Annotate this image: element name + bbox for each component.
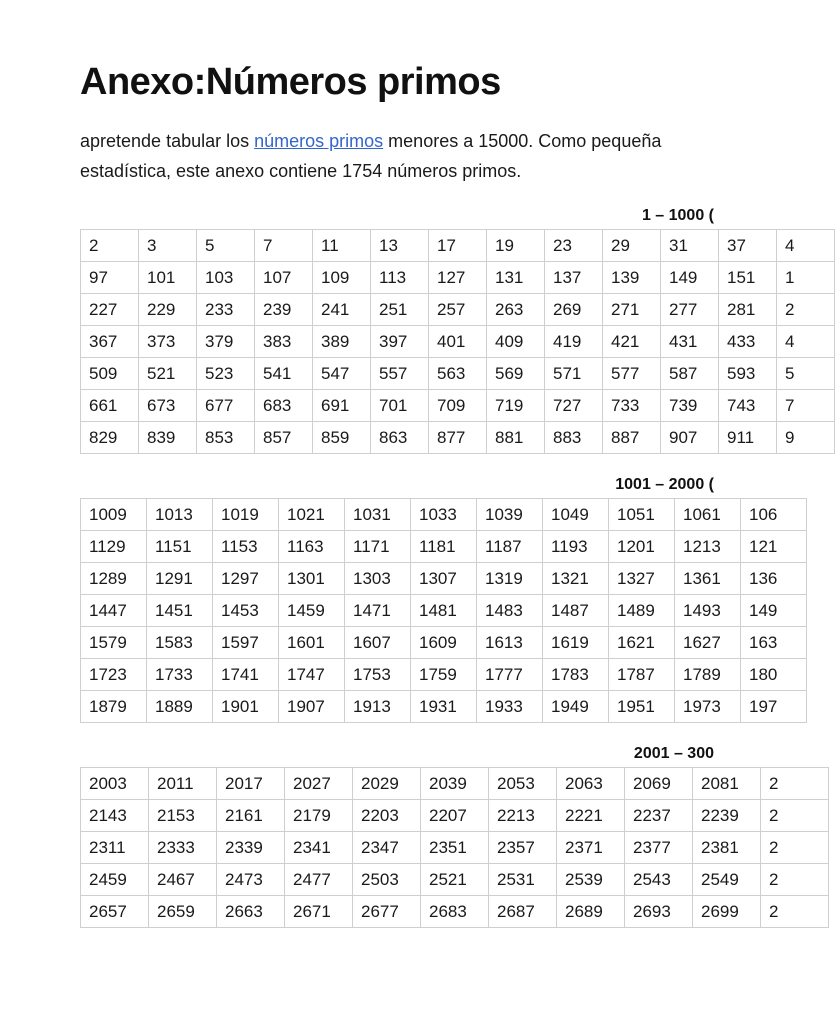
prime-cell: 881	[487, 422, 545, 454]
prime-cell: 739	[661, 390, 719, 422]
prime-cell: 1901	[213, 691, 279, 723]
prime-cell: 2221	[557, 800, 625, 832]
prime-cell: 1319	[477, 563, 543, 595]
prime-cell: 1753	[345, 659, 411, 691]
prime-cell: 257	[429, 294, 487, 326]
prime-cell: 1783	[543, 659, 609, 691]
prime-cell: 2503	[353, 864, 421, 896]
prime-cell: 1151	[147, 531, 213, 563]
table-row	[81, 390, 835, 422]
prime-cell: 2347	[353, 832, 421, 864]
primes-table	[80, 229, 835, 454]
prime-cell: 389	[313, 326, 371, 358]
prime-cell: 277	[661, 294, 719, 326]
prime-cell: 2531	[489, 864, 557, 896]
prime-cell: 4	[777, 230, 835, 262]
table-row	[81, 326, 835, 358]
prime-cell: 2179	[285, 800, 353, 832]
table-row	[81, 358, 835, 390]
prime-cell: 1933	[477, 691, 543, 723]
prime-cell: 1459	[279, 595, 345, 627]
prime-cell: 229	[139, 294, 197, 326]
table-row	[81, 896, 829, 928]
table-row	[81, 230, 835, 262]
prime-cell: 2693	[625, 896, 693, 928]
table-row	[81, 659, 807, 691]
prime-cell: 1471	[345, 595, 411, 627]
prime-cell: 1307	[411, 563, 477, 595]
prime-cell: 877	[429, 422, 487, 454]
prime-cell: 197	[741, 691, 807, 723]
prime-cell: 2	[761, 768, 829, 800]
table-row	[81, 294, 835, 326]
prime-cell: 1051	[609, 499, 675, 531]
prime-cell: 587	[661, 358, 719, 390]
prime-cell: 431	[661, 326, 719, 358]
prime-cell: 1061	[675, 499, 741, 531]
prime-cell: 1579	[81, 627, 147, 659]
prime-cell: 2333	[149, 832, 217, 864]
prime-cell: 263	[487, 294, 545, 326]
prime-cell: 2683	[421, 896, 489, 928]
prime-cell: 2	[81, 230, 139, 262]
prime-cell: 2699	[693, 896, 761, 928]
prime-cell: 541	[255, 358, 313, 390]
prime-cell: 2	[761, 800, 829, 832]
prime-cell: 251	[371, 294, 429, 326]
prime-cell: 97	[81, 262, 139, 294]
prime-cell: 2	[777, 294, 835, 326]
prime-cell: 2069	[625, 768, 693, 800]
prime-cell: 2	[761, 832, 829, 864]
prime-cell: 2351	[421, 832, 489, 864]
prime-cell: 3	[139, 230, 197, 262]
prime-cell: 2053	[489, 768, 557, 800]
table-row	[81, 499, 807, 531]
prime-cell: 31	[661, 230, 719, 262]
prime-cell: 383	[255, 326, 313, 358]
prime-cell: 2543	[625, 864, 693, 896]
prime-cell: 2671	[285, 896, 353, 928]
prime-cell: 113	[371, 262, 429, 294]
table-row	[81, 864, 829, 896]
prime-cell: 7	[777, 390, 835, 422]
prime-cell: 109	[313, 262, 371, 294]
prime-cell: 1213	[675, 531, 741, 563]
table-row	[81, 627, 807, 659]
prime-cell: 829	[81, 422, 139, 454]
prime-cell: 1453	[213, 595, 279, 627]
prime-cell: 593	[719, 358, 777, 390]
prime-cell: 2081	[693, 768, 761, 800]
prime-cell: 2339	[217, 832, 285, 864]
prime-cell: 743	[719, 390, 777, 422]
prime-cell: 2063	[557, 768, 625, 800]
section-1-1000	[80, 203, 795, 454]
prime-cell: 1741	[213, 659, 279, 691]
table-row	[81, 768, 829, 800]
prime-cell: 2357	[489, 832, 557, 864]
prime-cell: 1171	[345, 531, 411, 563]
prime-cell: 136	[741, 563, 807, 595]
prime-cell: 2239	[693, 800, 761, 832]
prime-cell: 1451	[147, 595, 213, 627]
prime-cell: 2003	[81, 768, 149, 800]
prime-cell: 5	[197, 230, 255, 262]
prime-cell: 2011	[149, 768, 217, 800]
prime-cell: 1049	[543, 499, 609, 531]
prime-cell: 1621	[609, 627, 675, 659]
prime-cell: 103	[197, 262, 255, 294]
prime-cell: 569	[487, 358, 545, 390]
prime-cell: 563	[429, 358, 487, 390]
prime-cell: 2377	[625, 832, 693, 864]
prime-cell: 2	[761, 864, 829, 896]
prime-cell: 5	[777, 358, 835, 390]
prime-cell: 149	[741, 595, 807, 627]
prime-cell: 2341	[285, 832, 353, 864]
prime-cell: 17	[429, 230, 487, 262]
prime-cell: 1297	[213, 563, 279, 595]
prime-cell: 2203	[353, 800, 421, 832]
prime-cell: 1	[777, 262, 835, 294]
prime-cell: 1583	[147, 627, 213, 659]
section-2001-3000	[80, 741, 779, 928]
prime-cell: 1759	[411, 659, 477, 691]
prime-cell: 29	[603, 230, 661, 262]
prime-cell: 9	[777, 422, 835, 454]
prime-cell: 131	[487, 262, 545, 294]
prime-cell: 13	[371, 230, 429, 262]
prime-cell: 1019	[213, 499, 279, 531]
prime-cell: 523	[197, 358, 255, 390]
primes-link[interactable]: números primos	[254, 131, 384, 151]
table-row	[81, 595, 807, 627]
intro-text-start: apretende tabular los	[80, 131, 255, 151]
prime-cell: 2207	[421, 800, 489, 832]
prime-cell: 107	[255, 262, 313, 294]
prime-cell: 557	[371, 358, 429, 390]
prime-cell: 1931	[411, 691, 477, 723]
prime-cell: 1031	[345, 499, 411, 531]
prime-cell: 367	[81, 326, 139, 358]
prime-cell: 433	[719, 326, 777, 358]
prime-cell: 2677	[353, 896, 421, 928]
prime-cell: 1483	[477, 595, 543, 627]
prime-cell: 4	[777, 326, 835, 358]
prime-cell: 2143	[81, 800, 149, 832]
table-row	[81, 531, 807, 563]
prime-cell: 673	[139, 390, 197, 422]
prime-cell: 269	[545, 294, 603, 326]
section-1001-2000	[80, 472, 778, 723]
prime-cell: 1361	[675, 563, 741, 595]
prime-cell: 241	[313, 294, 371, 326]
prime-cell: 683	[255, 390, 313, 422]
prime-cell: 2	[761, 896, 829, 928]
prime-cell: 863	[371, 422, 429, 454]
prime-cell: 23	[545, 230, 603, 262]
prime-cell: 857	[255, 422, 313, 454]
prime-cell: 1193	[543, 531, 609, 563]
prime-cell: 1301	[279, 563, 345, 595]
prime-cell: 1487	[543, 595, 609, 627]
prime-cell: 139	[603, 262, 661, 294]
primes-table	[80, 767, 829, 928]
table-row	[81, 422, 835, 454]
prime-cell: 2371	[557, 832, 625, 864]
table-row	[81, 563, 807, 595]
prime-cell: 1291	[147, 563, 213, 595]
prime-cell: 1733	[147, 659, 213, 691]
prime-cell: 1327	[609, 563, 675, 595]
prime-cell: 1889	[147, 691, 213, 723]
prime-cell: 7	[255, 230, 313, 262]
prime-cell: 421	[603, 326, 661, 358]
prime-cell: 1913	[345, 691, 411, 723]
prime-cell: 661	[81, 390, 139, 422]
prime-cell: 1447	[81, 595, 147, 627]
prime-cell: 1489	[609, 595, 675, 627]
prime-cell: 373	[139, 326, 197, 358]
prime-cell: 1777	[477, 659, 543, 691]
prime-cell: 2213	[489, 800, 557, 832]
table-row	[81, 832, 829, 864]
prime-cell: 2153	[149, 800, 217, 832]
prime-cell: 151	[719, 262, 777, 294]
prime-cell: 2657	[81, 896, 149, 928]
prime-cell: 2521	[421, 864, 489, 896]
prime-cell: 101	[139, 262, 197, 294]
prime-cell: 887	[603, 422, 661, 454]
prime-cell: 19	[487, 230, 545, 262]
prime-cell: 547	[313, 358, 371, 390]
prime-cell: 2311	[81, 832, 149, 864]
prime-cell: 163	[741, 627, 807, 659]
prime-cell: 727	[545, 390, 603, 422]
prime-cell: 1879	[81, 691, 147, 723]
prime-cell: 907	[661, 422, 719, 454]
table-row	[81, 800, 829, 832]
prime-cell: 1481	[411, 595, 477, 627]
prime-cell: 1153	[213, 531, 279, 563]
prime-cell: 409	[487, 326, 545, 358]
prime-cell: 1321	[543, 563, 609, 595]
prime-cell: 2539	[557, 864, 625, 896]
prime-cell: 106	[741, 499, 807, 531]
prime-cell: 1289	[81, 563, 147, 595]
prime-cell: 121	[741, 531, 807, 563]
prime-cell: 677	[197, 390, 255, 422]
prime-cell: 2659	[149, 896, 217, 928]
prime-cell: 577	[603, 358, 661, 390]
prime-cell: 397	[371, 326, 429, 358]
prime-cell: 2473	[217, 864, 285, 896]
prime-cell: 2161	[217, 800, 285, 832]
prime-cell: 1039	[477, 499, 543, 531]
prime-cell: 11	[313, 230, 371, 262]
prime-cell: 1597	[213, 627, 279, 659]
prime-cell: 1303	[345, 563, 411, 595]
table-row	[81, 691, 807, 723]
prime-cell: 2549	[693, 864, 761, 896]
prime-cell: 2689	[557, 896, 625, 928]
prime-cell: 2017	[217, 768, 285, 800]
prime-cell: 911	[719, 422, 777, 454]
intro-text-end: menores a 15000. Como pequeña estadística, este anexo contiene 1754 números primos.	[80, 131, 662, 181]
prime-cell: 2663	[217, 896, 285, 928]
prime-cell: 127	[429, 262, 487, 294]
prime-cell: 509	[81, 358, 139, 390]
prime-cell: 709	[429, 390, 487, 422]
prime-cell: 1013	[147, 499, 213, 531]
prime-cell: 419	[545, 326, 603, 358]
prime-cell: 1613	[477, 627, 543, 659]
table-row	[81, 262, 835, 294]
prime-cell: 2029	[353, 768, 421, 800]
prime-cell: 2027	[285, 768, 353, 800]
prime-cell: 853	[197, 422, 255, 454]
prime-cell: 180	[741, 659, 807, 691]
prime-cell: 281	[719, 294, 777, 326]
page-title: Anexo:Números primos	[80, 61, 501, 103]
prime-cell: 2687	[489, 896, 557, 928]
prime-cell: 2459	[81, 864, 149, 896]
section-title: 1 – 1000 (	[641, 207, 714, 224]
prime-cell: 1163	[279, 531, 345, 563]
prime-cell: 1201	[609, 531, 675, 563]
prime-cell: 1129	[81, 531, 147, 563]
prime-cell: 137	[545, 262, 603, 294]
prime-cell: 149	[661, 262, 719, 294]
prime-cell: 1033	[411, 499, 477, 531]
prime-cell: 839	[139, 422, 197, 454]
intro-paragraph	[80, 126, 690, 186]
prime-cell: 1607	[345, 627, 411, 659]
prime-cell: 271	[603, 294, 661, 326]
prime-cell: 2467	[149, 864, 217, 896]
section-title: 1001 – 2000 (	[615, 476, 714, 493]
prime-cell: 1009	[81, 499, 147, 531]
prime-cell: 1787	[609, 659, 675, 691]
section-title: 2001 – 300	[633, 745, 714, 762]
prime-cell: 1951	[609, 691, 675, 723]
prime-cell: 2477	[285, 864, 353, 896]
prime-cell: 1493	[675, 595, 741, 627]
prime-cell: 1789	[675, 659, 741, 691]
prime-cell: 883	[545, 422, 603, 454]
prime-cell: 233	[197, 294, 255, 326]
prime-cell: 1187	[477, 531, 543, 563]
prime-cell: 521	[139, 358, 197, 390]
prime-cell: 1619	[543, 627, 609, 659]
prime-cell: 227	[81, 294, 139, 326]
prime-cell: 1973	[675, 691, 741, 723]
prime-cell: 1907	[279, 691, 345, 723]
prime-cell: 719	[487, 390, 545, 422]
primes-table	[80, 498, 807, 723]
prime-cell: 1601	[279, 627, 345, 659]
prime-cell: 1949	[543, 691, 609, 723]
prime-cell: 1723	[81, 659, 147, 691]
prime-cell: 239	[255, 294, 313, 326]
prime-cell: 2039	[421, 768, 489, 800]
prime-cell: 701	[371, 390, 429, 422]
prime-cell: 2237	[625, 800, 693, 832]
prime-cell: 733	[603, 390, 661, 422]
prime-cell: 401	[429, 326, 487, 358]
prime-cell: 2381	[693, 832, 761, 864]
prime-cell: 1021	[279, 499, 345, 531]
prime-cell: 37	[719, 230, 777, 262]
prime-cell: 379	[197, 326, 255, 358]
prime-cell: 571	[545, 358, 603, 390]
prime-cell: 859	[313, 422, 371, 454]
prime-cell: 1181	[411, 531, 477, 563]
prime-cell: 691	[313, 390, 371, 422]
prime-cell: 1609	[411, 627, 477, 659]
prime-cell: 1747	[279, 659, 345, 691]
prime-cell: 1627	[675, 627, 741, 659]
